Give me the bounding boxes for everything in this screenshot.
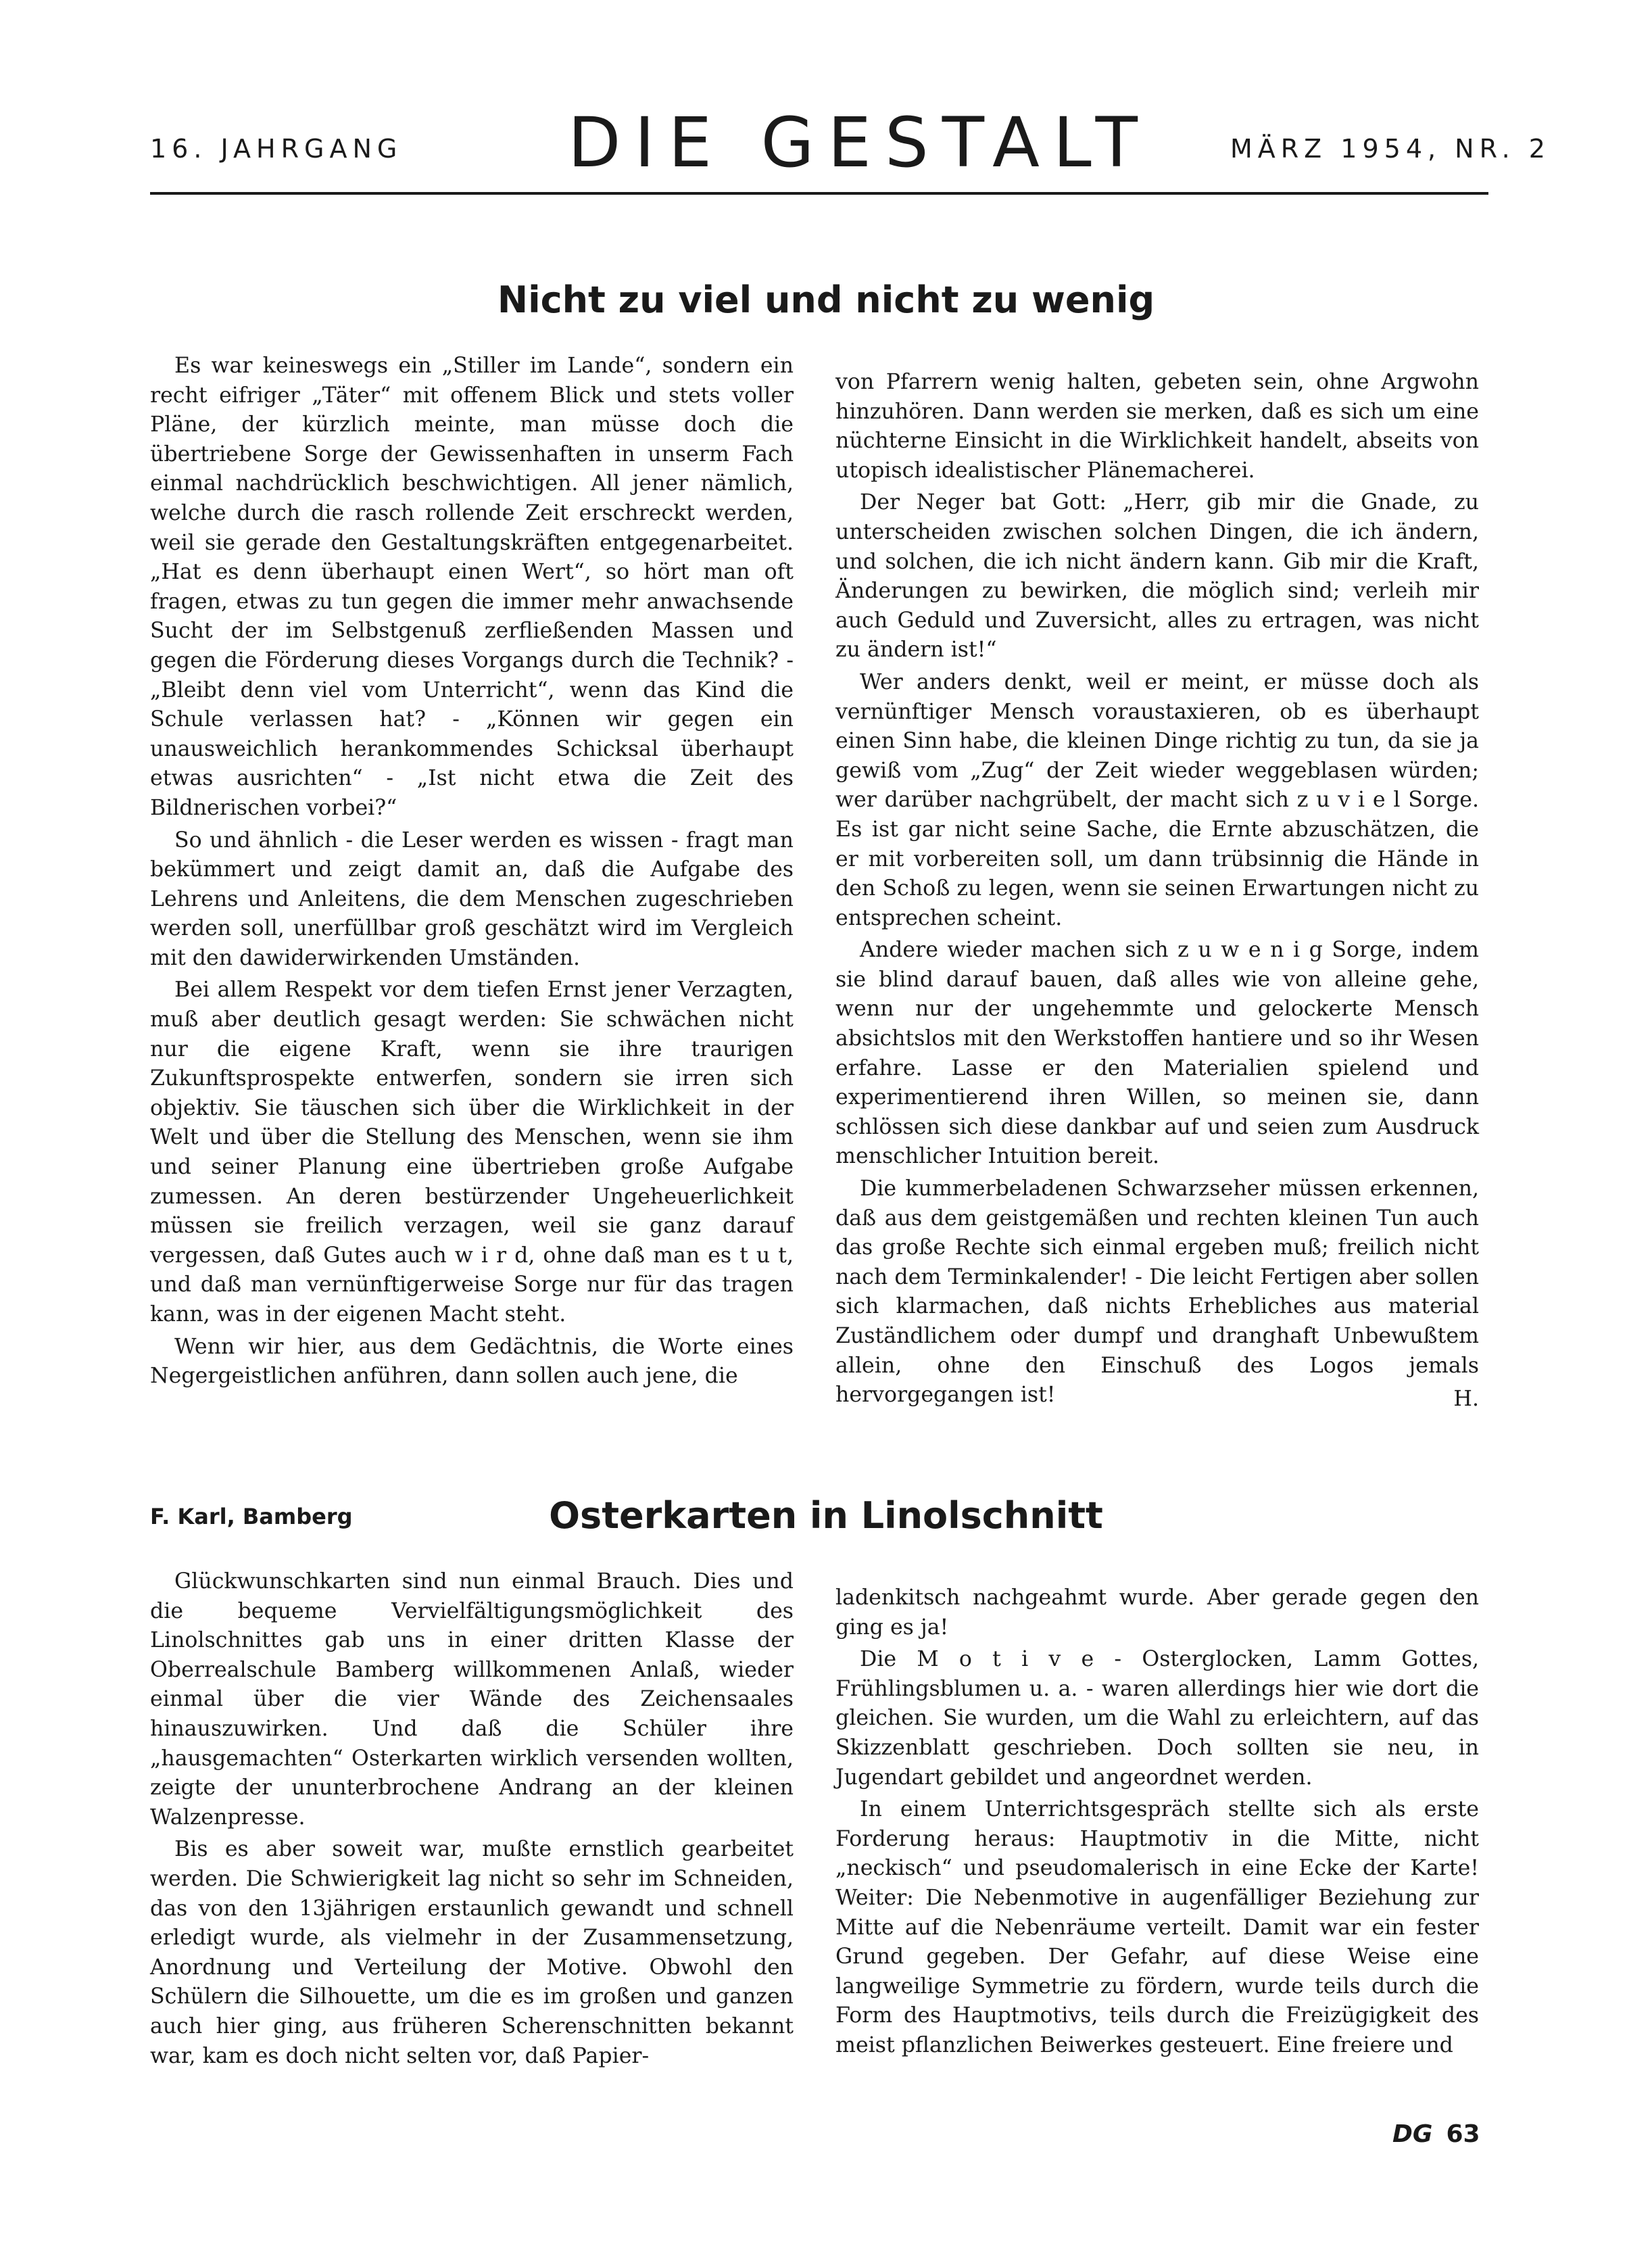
paragraph: von Pfarrern wenig halten, gebeten sein, ohne Argwohn hinzuhören. Dann werden sie merken, daß es sich um eine nüchterne Einsicht in die Wirklichkeit handelt, abseits von utopisch idealistischer Plänemacherei. — [835, 370, 1479, 483]
issue-label: MÄRZ 1954, NR. 2 — [1230, 134, 1551, 164]
article1-title: Nicht zu viel und nicht zu wenig — [497, 279, 1155, 321]
article2-byline: F. Karl, Bamberg — [150, 1504, 353, 1529]
page-number: 63 — [1446, 2120, 1480, 2148]
article2-title: Osterkarten in Linolschnitt — [549, 1494, 1103, 1537]
article2-column-left — [150, 1567, 794, 2074]
paragraph: Die kummerbeladenen Schwarzseher müssen erkennen, daß aus dem geistgemäßen und rechten kleinen Tun auch das große Rechte sich einmal ergeben muß; freilich nicht nach dem Terminkalender! - Die leicht Fertigen aber sollen sich klarmachen, daß nichts Erhebliches aus material Zuständlichem oder dumpf und dranghaft Unbewußtem allein, ohne den Einschuß des Logos jemals hervorgegangen ist! — [835, 1176, 1479, 1408]
paragraph: So und ähnlich - die Leser werden es wissen - fragt man bekümmert und zeigt damit an, daß die Aufgabe des Lehrens und Anleitens, die dem Menschen zugeschrieben werden soll, unerfüllbar groß geschätzt wird im Vergleich mit den dawiderwirkenden Umständen. — [150, 828, 794, 970]
paragraph: Wer anders denkt, weil er meint, er müsse doch als vernünftiger Mensch voraustaxieren, ob es überhaupt einen Sinn habe, die kleinen Dinge richtig zu tun, da sie ja gewiß vom „Zug“ der Zeit wieder weggeblasen würden; wer darüber nachgrübelt, der macht sich z u v i e l Sorge. Es ist gar nicht seine Sache, die Ernte abzuschätzen, die er mit vorbereiten soll, um dann trübsinnig die Hände in den Schoß zu legen, wenn sie seinen Erwartungen nicht zu entsprechen scheint. — [835, 669, 1479, 930]
paragraph: Die M o t i v e - Osterglocken, Lamm Gottes, Frühlingsblumen u. a. - waren allerdings hier wie dort die gleichen. Sie wurden, um die Wahl zu erleichtern, auf das Skizzenblatt geschrieben. Doch sollten sie neu, in Jugendart gebildet und angeordnet werden. — [835, 1647, 1479, 1790]
page-footer — [1392, 2120, 1480, 2148]
paragraph: ladenkitsch nachgeahmt wurde. Aber gerade gegen den ging es ja! — [835, 1586, 1479, 1640]
article1-column-right — [835, 368, 1479, 1414]
article2-column-right — [835, 1583, 1479, 2064]
paragraph: In einem Unterrichtsgespräch stellte sich als erste Forderung heraus: Hauptmotiv in die Mitte, nicht „neckisch“ und pseudomalerisch in eine Ecke der Karte! Weiter: Die Nebenmotive in augenfälliger Beziehung zur Mitte auf die Nebenräume verteilt. Damit war ein fester Grund gegeben. Der Gefahr, auf diese Weise eine langweilige Symmetrie zu fördern, wurde teils durch die Form des Hauptmotivs, teils durch die Freizügigkeit des meist pflanzlichen Beiwerkes gesteuert. Eine freiere und — [835, 1797, 1479, 2057]
footer-abbreviation: DG — [1392, 2120, 1433, 2148]
article1-column-left — [150, 352, 794, 1394]
paragraph: Es war keineswegs ein „Stiller im Lande“, sondern ein recht eifriger „Täter“ mit offenem Blick und stets voller Pläne, der kürzlich meinte, man müsse doch die übertriebene Sorge der Gewissenhaften in unserm Fach einmal nachdrücklich beschwichtigen. All jener nämlich, welche durch die rasch rollende Zeit erschreckt werden, weil sie gerade den Gestaltungskräften entgegenarbeitet. „Hat es denn überhaupt einen Wert“, so hört man oft fragen, etwas zu tun gegen die immer mehr anwachsende Sucht der im Selbstgenuß zerfließenden Massen und gegen die Förderung dieses Vorgangs durch die Technik? - „Bleibt denn viel vom Unterricht“, wenn das Kind die Schule verlassen hat? - „Können wir gegen ein unausweichlich herankommendes Schicksal überhaupt etwas ausrichten“ - „Ist nicht etwa die Zeit des Bildnerischen vorbei?“ — [150, 354, 794, 820]
paragraph: Bis es aber soweit war, mußte ernstlich gearbeitet werden. Die Schwierigkeit lag nicht so sehr im Schneiden, das von den 13jährigen erstaunlich gewandt und schnell erledigt wurde, als vielmehr in der Zusammensetzung, Anordnung und Verteilung der Motive. Obwohl den Schülern die Silhouette, um die es im großen und ganzen auch hier ging, aus früheren Scherenschnitten bekannt war, kam es doch nicht selten vor, daß Papier- — [150, 1837, 794, 2068]
paragraph: Andere wieder machen sich z u w e n i g Sorge, indem sie blind darauf bauen, daß alles wie von alleine gehe, wenn nur der ungehemmte und gelockerte Mensch absichtslos mit den Werkstoffen hantiere und so ihr Wesen erfahre. Lasse er den Materialien spielend und experimentierend ihren Willen, so meinen sie, dann schlössen sich diese dankbar auf und seien zum Ausdruck menschlicher Intuition bereit. — [835, 938, 1479, 1169]
paragraph: Wenn wir hier, aus dem Gedächtnis, die Worte eines Negergeistlichen anführen, dann sollen auch jene, die — [150, 1334, 794, 1389]
author-signature: H. — [1453, 1386, 1479, 1411]
paragraph: Der Neger bat Gott: „Herr, gib mir die Gnade, zu unterscheiden zwischen solchen Dingen, die ich ändern, und solchen, die ich nicht ändern kann. Gib mir die Kraft, Änderungen zu bewirken, die möglich sind; verleih mir auch Geduld und Zuversicht, alles zu ertragen, was nicht zu ändern ist!“ — [835, 490, 1479, 663]
volume-label: 16. JAHRGANG — [150, 134, 403, 164]
header-divider — [150, 192, 1488, 195]
paragraph: Bei allem Respekt vor dem tiefen Ernst jener Verzagten, muß aber deutlich gesagt werden: Sie schwächen nicht nur die eigene Kraft, wenn sie ihre traurigen Zukunftsprospekte entwerfen, sondern sie irren sich objektiv. Sie täuschen sich über die Wirklichkeit in der Welt und über die Stellung des Menschen, wenn sie ihm und seiner Planung eine übertrieben große Aufgabe zumessen. An deren bestürzender Ungeheuerlichkeit müssen sie freilich verzagen, weil sie ganz darauf vergessen, daß Gutes auch w i r d, ohne daß man es t u t, und daß man vernünftigerweise Sorge nur für das tragen kann, was in der eigenen Macht steht. — [150, 978, 794, 1327]
paragraph: Glückwunschkarten sind nun einmal Brauch. Dies und die bequeme Vervielfältigungsmöglichkeit des Linolschnittes gab uns in einer dritten Klasse der Oberrealschule Bamberg willkommenen Anlaß, wieder einmal über die vier Wände des Zeichensaales hinauszuwirken. Und daß die Schüler ihre „hausgemachten“ Osterkarten wirklich versenden wollten, zeigte der ununterbrochene Andrang an der kleinen Walzenpresse. — [150, 1569, 794, 1830]
magazine-title: DIE GESTALT — [568, 103, 1151, 183]
